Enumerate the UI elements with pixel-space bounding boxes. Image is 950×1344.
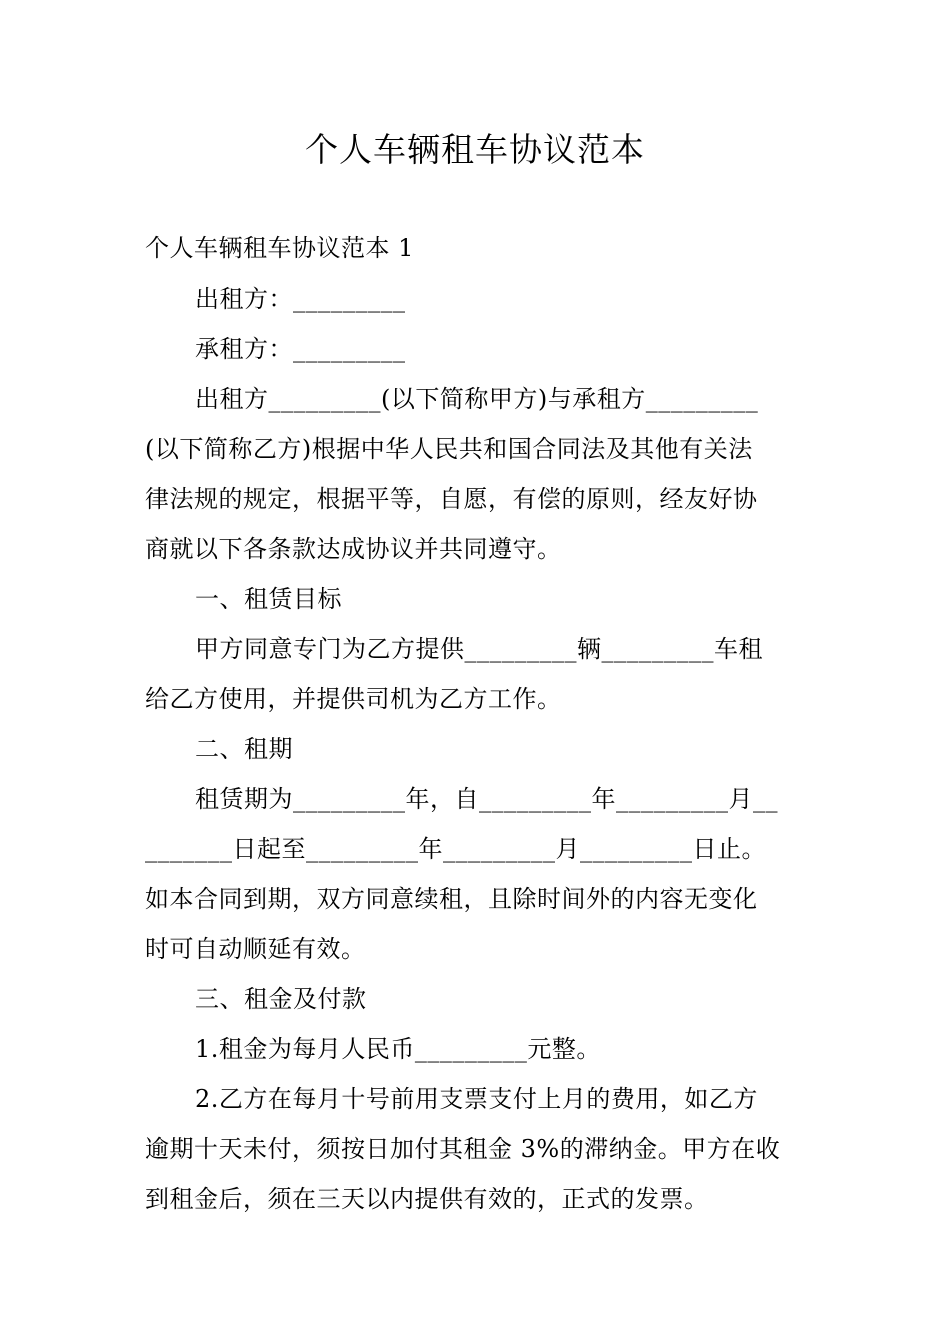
paragraph-line: 时可自动顺延有效。 <box>145 935 366 963</box>
paragraph-line: 到租金后，须在三天以内提供有效的，正式的发票。 <box>145 1185 709 1213</box>
paragraph-line: 1.租金为每月人民币_________元整。 <box>195 1035 601 1063</box>
section-heading: 三、租金及付款 <box>195 985 367 1013</box>
paragraph-line: 如本合同到期，双方同意续租，且除时间外的内容无变化 <box>145 885 758 913</box>
paragraph-line: 2.乙方在每月十号前用支票支付上月的费用，如乙方 <box>195 1085 758 1113</box>
paragraph-line: 律法规的规定，根据平等，自愿，有偿的原则，经友好协 <box>145 485 758 513</box>
paragraph-line: 租赁期为_________年，自_________年_________月__ <box>195 785 778 813</box>
lessor-line: 出租方：_________ <box>195 285 406 313</box>
paragraph-line: 甲方同意专门为乙方提供_________辆_________车租 <box>195 635 763 663</box>
lessee-line: 承租方：_________ <box>195 335 406 363</box>
paragraph-line: _______日起至_________年_________月_________日止。 <box>145 835 766 863</box>
paragraph-line: 出租方_________(以下简称甲方)与承租方_________ <box>195 385 759 413</box>
section-heading: 二、租期 <box>195 735 293 763</box>
section-heading-1: 个人车辆租车协议范本 1 <box>145 234 414 262</box>
paragraph-line: 逾期十天未付，须按日加付其租金 3%的滞纳金。甲方在收 <box>145 1135 781 1163</box>
section-heading: 一、租赁目标 <box>195 585 342 613</box>
paragraph-line: 商就以下各条款达成协议并共同遵守。 <box>145 535 562 563</box>
paragraph-line: 给乙方使用，并提供司机为乙方工作。 <box>145 685 562 713</box>
document-title: 个人车辆租车协议范本 <box>305 130 645 169</box>
paragraph-line: (以下简称乙方)根据中华人民共和国合同法及其他有关法 <box>145 435 753 463</box>
